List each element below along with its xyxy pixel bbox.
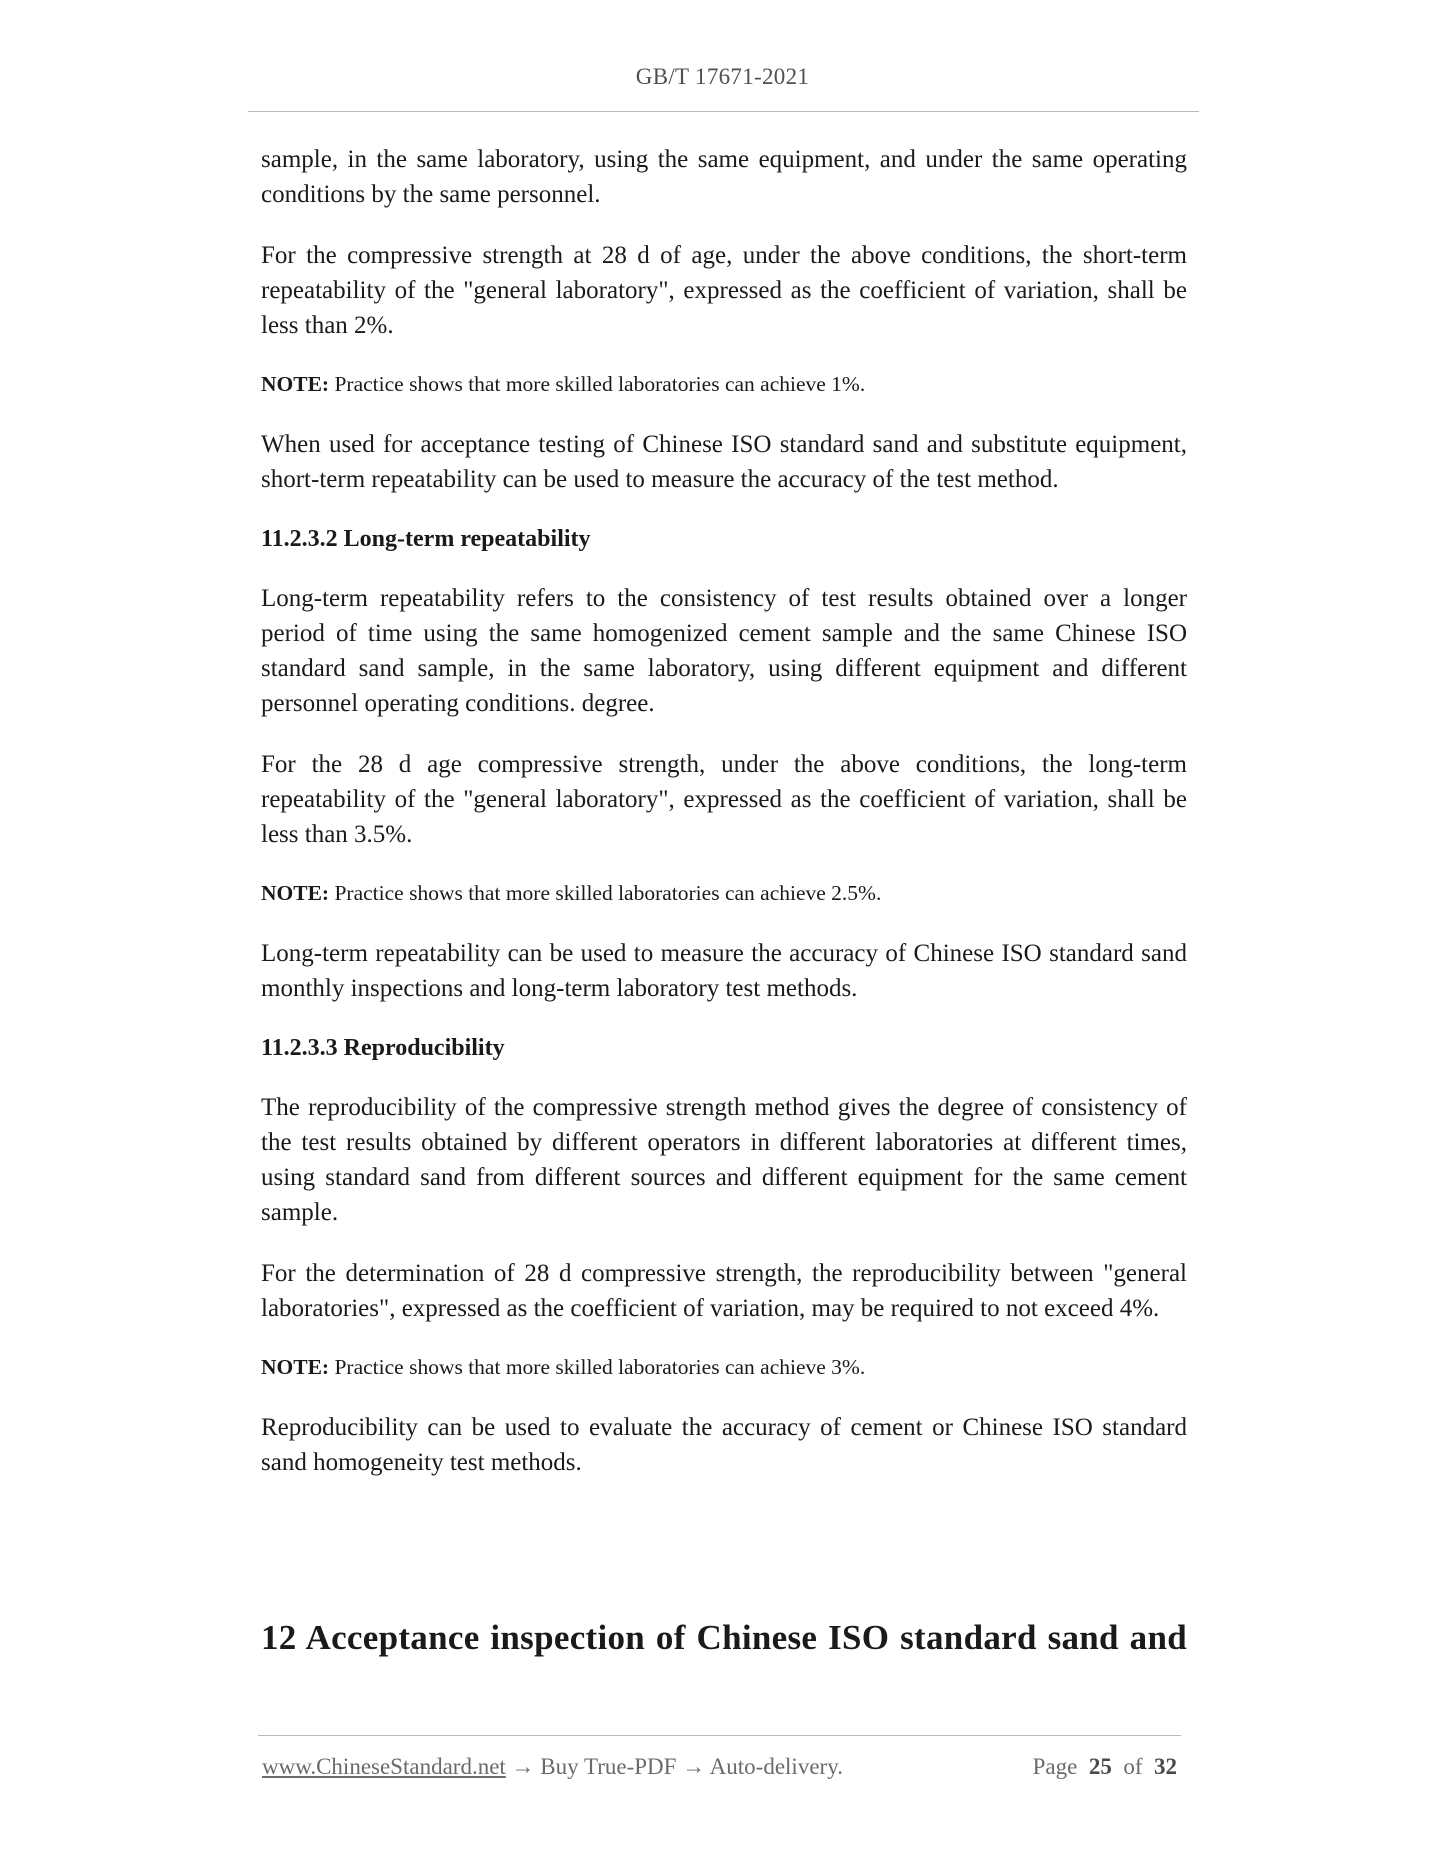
buy-text: Buy True-PDF — [540, 1754, 677, 1779]
note — [261, 1352, 1187, 1382]
note-text: Practice shows that more skilled laboratories can achieve 2.5%. — [334, 881, 882, 905]
paragraph: Long-term repeatability can be used to measure the accuracy of Chinese ISO standard sand monthly inspections and long-term laboratory test methods. — [261, 940, 1187, 1002]
note-text: Practice shows that more skilled laboratories can achieve 1%. — [334, 372, 866, 396]
section-heading-11-2-3-2: 11.2.3.2 Long-term repeatability — [261, 526, 591, 552]
paragraph: Long-term repeatability refers to the consistency of test results obtained over a longer period of time using the same homogenized cement sample and the same Chinese ISO standard sand sample, in the same laboratory, using different equipment and different personnel operating conditions. degree. — [261, 585, 1187, 717]
arrow-icon: → — [505, 1754, 541, 1779]
delivery-text: Auto-delivery. — [709, 1754, 843, 1779]
arrow-icon: → — [676, 1754, 710, 1779]
paragraph: For the compressive strength at 28 d of age, under the above conditions, the short-term repeatability of the "general laboratory", expressed as the coefficient of variation, shall be less than 2%. — [261, 242, 1187, 339]
paragraph: For the determination of 28 d compressive strength, the reproducibility between "general laboratories", expressed as the coefficient of variation, may be required to not exceed 4%. — [261, 1260, 1187, 1322]
total-pages: 32 — [1154, 1754, 1177, 1779]
footer-promo — [262, 1754, 843, 1780]
note — [261, 369, 1187, 399]
paragraph: When used for acceptance testing of Chinese ISO standard sand and substitute equipment, short-term repeatability can be used to measure the accuracy of the test method. — [261, 431, 1187, 493]
note-text: Practice shows that more skilled laboratories can achieve 3%. — [334, 1355, 866, 1379]
of-label: of — [1123, 1754, 1143, 1779]
note-label: NOTE: — [261, 372, 330, 396]
header-divider — [248, 111, 1199, 112]
document-body — [261, 142, 1187, 1506]
note-label: NOTE: — [261, 881, 330, 905]
paragraph: Reproducibility can be used to evaluate the accuracy of cement or Chinese ISO standard sand homogeneity test methods. — [261, 1414, 1187, 1476]
paragraph: The reproducibility of the compressive strength method gives the degree of consistency of the test results obtained by different operators in different laboratories at different times, using standard sand from different sources and different equipment for the same cement sample. — [261, 1094, 1187, 1226]
page-header-title: GB/T 17671-2021 — [635, 64, 810, 89]
website-link[interactable]: www.ChineseStandard.net — [262, 1754, 506, 1779]
section-heading-12: 12 Acceptance inspection of Chinese ISO standard sand and — [261, 1618, 1187, 1657]
page-number — [1033, 1754, 1177, 1780]
page-label: Page — [1032, 1754, 1078, 1779]
note — [261, 878, 1187, 908]
current-page: 25 — [1088, 1754, 1112, 1779]
footer-divider — [258, 1735, 1181, 1736]
paragraph: sample, in the same laboratory, using the same equipment, and under the same operating conditions by the same personnel. — [261, 146, 1187, 208]
note-label: NOTE: — [261, 1355, 330, 1379]
section-heading-11-2-3-3: 11.2.3.3 Reproducibility — [261, 1035, 505, 1061]
paragraph: For the 28 d age compressive strength, under the above conditions, the long-term repeatability of the "general laboratory", expressed as the coefficient of variation, shall be less than 3.5%. — [261, 751, 1187, 848]
